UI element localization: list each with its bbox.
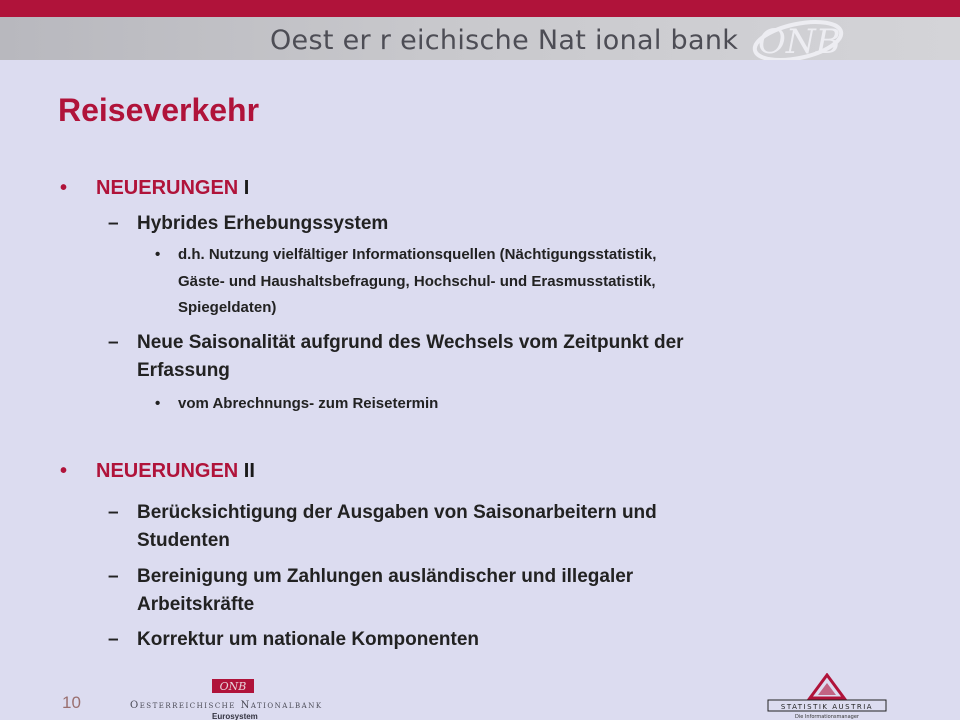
bullet-marker: •: [155, 246, 161, 263]
onb-small-logo-text: ONB: [219, 680, 247, 693]
section-heading-2-main: NEUERUNGEN: [96, 460, 239, 482]
header-banner: [0, 17, 960, 60]
onb-logo-icon: [736, 17, 956, 60]
list-item: Hybrides Erhebungssystem: [137, 213, 389, 234]
statistik-austria-subtext: Die Informationsmanager: [795, 714, 859, 719]
bullet-marker: •: [155, 395, 161, 412]
section-heading-1-main: NEUERUNGEN: [96, 177, 239, 199]
page-number: 10: [62, 693, 81, 712]
bullet-marker: •: [60, 460, 68, 482]
sub-item-line: d.h. Nutzung vielfältiger Informationsquellen (Nächtigungsstatistik,: [178, 246, 657, 263]
list-item-line: Erfassung: [137, 360, 230, 381]
slide-title: Reiseverkehr: [58, 92, 260, 128]
section-heading-2: [96, 460, 255, 483]
dash-marker: –: [108, 566, 119, 587]
sub-item-line: vom Abrechnungs- zum Reisetermin: [178, 395, 439, 412]
section-heading-1: [96, 177, 249, 200]
section-heading-2-suffix: II: [238, 460, 255, 482]
svg-text:ONB: ONB: [758, 22, 841, 60]
footer-bank-name: Oesterreichische Nationalbank: [130, 700, 323, 711]
list-item-line: Bereinigung um Zahlungen ausländischer und illegaler: [137, 566, 634, 587]
list-item-line: Studenten: [137, 530, 230, 551]
statistik-austria-logo: [762, 673, 892, 719]
dash-marker: –: [108, 502, 119, 523]
bullet-marker: •: [60, 177, 68, 199]
dash-marker: –: [108, 213, 119, 234]
list-item-line: Neue Saisonalität aufgrund des Wechsels vom Zeitpunkt der: [137, 332, 684, 353]
dash-marker: –: [108, 332, 119, 353]
top-accent-bar: [0, 0, 960, 17]
list-item-line: Korrektur um nationale Komponenten: [137, 629, 480, 650]
list-item-line: Arbeitskräfte: [137, 594, 255, 615]
statistik-austria-text: STATISTIK AUSTRIA: [780, 703, 874, 711]
section-heading-1-suffix: I: [238, 177, 250, 199]
dash-marker: –: [108, 629, 119, 650]
list-item-line: Berücksichtigung der Ausgaben von Saisonarbeitern und: [137, 502, 657, 523]
sub-item-line: Spiegeldaten): [178, 299, 277, 316]
oenb-footer-logo: [130, 676, 360, 720]
bank-name-header: Oest er r eichische Nat ional bank: [270, 25, 739, 56]
sub-item-line: Gäste- und Haushaltsbefragung, Hochschul- und Erasmusstatistik,: [178, 273, 656, 290]
eurosystem-label: Eurosystem: [212, 712, 258, 720]
